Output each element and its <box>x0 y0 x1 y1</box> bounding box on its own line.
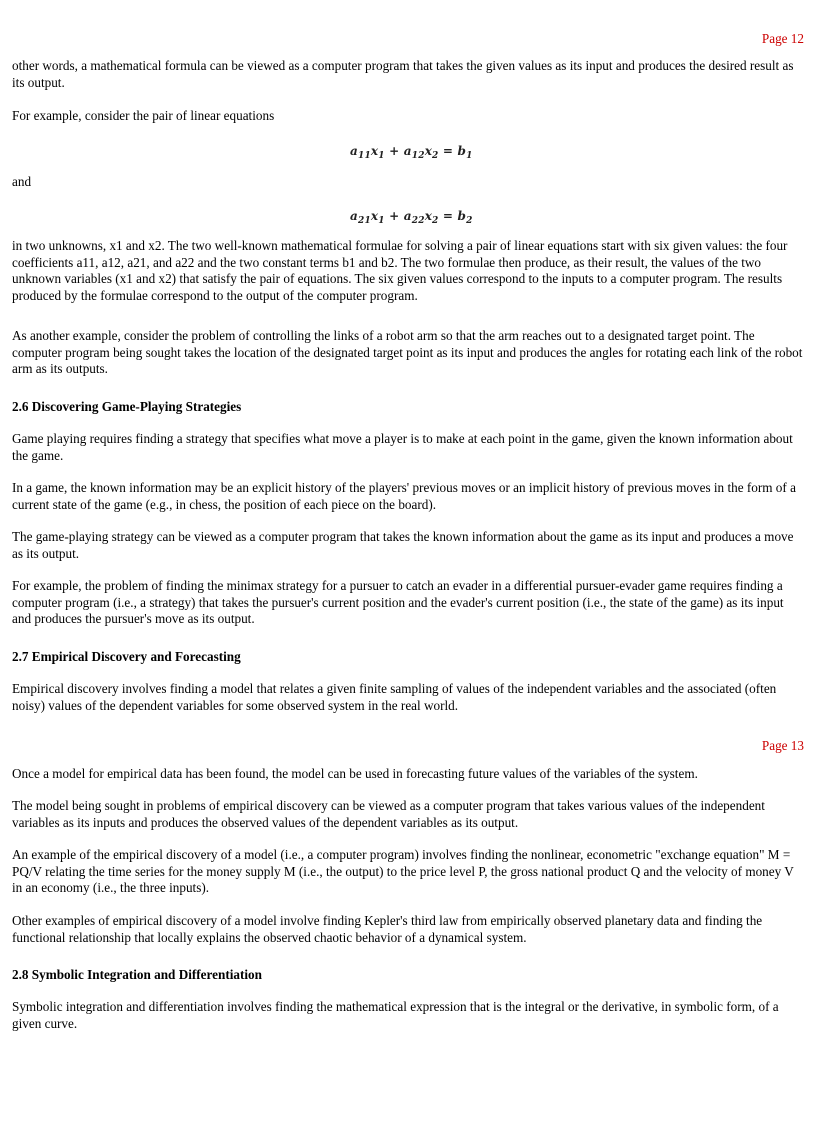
paragraph: As another example, consider the problem of controlling the links of a robot arm so that the arm reaches out to a designated target point. The computer program being sought takes the location of the designated target point as its input and produces the angles for rotating each link of the robot arm as its outputs. <box>12 328 803 377</box>
equation-1 <box>350 143 473 160</box>
paragraph: For example, the problem of finding the minimax strategy for a pursuer to catch an evader in a differential pursuer-evader game requires finding a computer program (i.e., a strategy) that takes the pursuer's current position and the evader's current position (i.e., the state of the game) as its input and produces the pursuer's move as its output. <box>12 578 784 627</box>
paragraph: Empirical discovery involves finding a model that relates a given finite sampling of values of the independent variables and the associated (often noisy) values of the dependent variables for some observed system in the real world. <box>12 681 777 713</box>
paragraph: For example, consider the pair of linear equations <box>12 108 275 123</box>
paragraph: The model being sought in problems of empirical discovery can be viewed as a computer program that takes various values of the independent variables as its inputs and produces the observed values of the dependent variables as its output. <box>12 798 765 830</box>
paragraph: Once a model for empirical data has been found, the model can be used in forecasting future values of the variables of the system. <box>12 766 698 781</box>
paragraph: and <box>12 174 32 189</box>
section-heading-2-7: 2.7 Empirical Discovery and Forecasting <box>12 649 241 664</box>
paragraph: Symbolic integration and differentiation involves finding the mathematical expression that is the integral or the derivative, in symbolic form, of a given curve. <box>12 999 779 1031</box>
page-number: Page 12 <box>761 31 804 46</box>
section-heading-2-6: 2.6 Discovering Game-Playing Strategies <box>12 399 242 414</box>
paragraph: Other examples of empirical discovery of a model involve finding Kepler's third law from empirically observed planetary data and finding the functional relationship that locally explains the observed chaotic behavior of a dynamical system. <box>12 913 763 945</box>
page-number: Page 13 <box>761 738 804 753</box>
equation-2 <box>350 208 473 225</box>
equation-2-rendered: $a_{21}x_1 + a_{22}x_2 = b_2$ <box>350 209 473 226</box>
paragraph: other words, a mathematical formula can be viewed as a computer program that takes the given values as its input and produces the desired result as its output. <box>12 58 794 90</box>
paragraph: in two unknowns, x1 and x2. The two well-known mathematical formulae for solving a pair of linear equations start with six given values: the four coefficients a11, a12, a21, and a22 and the two constant terms b1 and b2. The two formulae then produce, as their result, the values of the two unknown variables (x1 and x2) that satisfy the pair of equations. The six given values correspond to the inputs to a computer program. The results produced by the formulae correspond to the output of the computer program. <box>12 238 788 303</box>
paragraph: Game playing requires finding a strategy that specifies what move a player is to make at each point in the game, given the known information about the game. <box>12 431 793 463</box>
equation-1-rendered: $a_{11}x_1 + a_{12}x_2 = b_1$ <box>350 144 473 161</box>
section-heading-2-8: 2.8 Symbolic Integration and Differentiation <box>12 967 262 982</box>
paragraph: The game-playing strategy can be viewed as a computer program that takes the known information about the game as its input and produces a move as its output. <box>12 529 794 561</box>
paragraph: In a game, the known information may be an explicit history of the players' previous moves or an implicit history of previous moves in the form of a current state of the game (e.g., in chess, the position of each piece on the board). <box>12 480 796 512</box>
paragraph: An example of the empirical discovery of a model (i.e., a computer program) involves finding the nonlinear, econometric "exchange equation" M = PQ/V relating the time series for the money supply M (i.e., the output) to the price level P, the gross national product Q and the velocity of money V in an economy (i.e., the three inputs). <box>12 847 794 896</box>
